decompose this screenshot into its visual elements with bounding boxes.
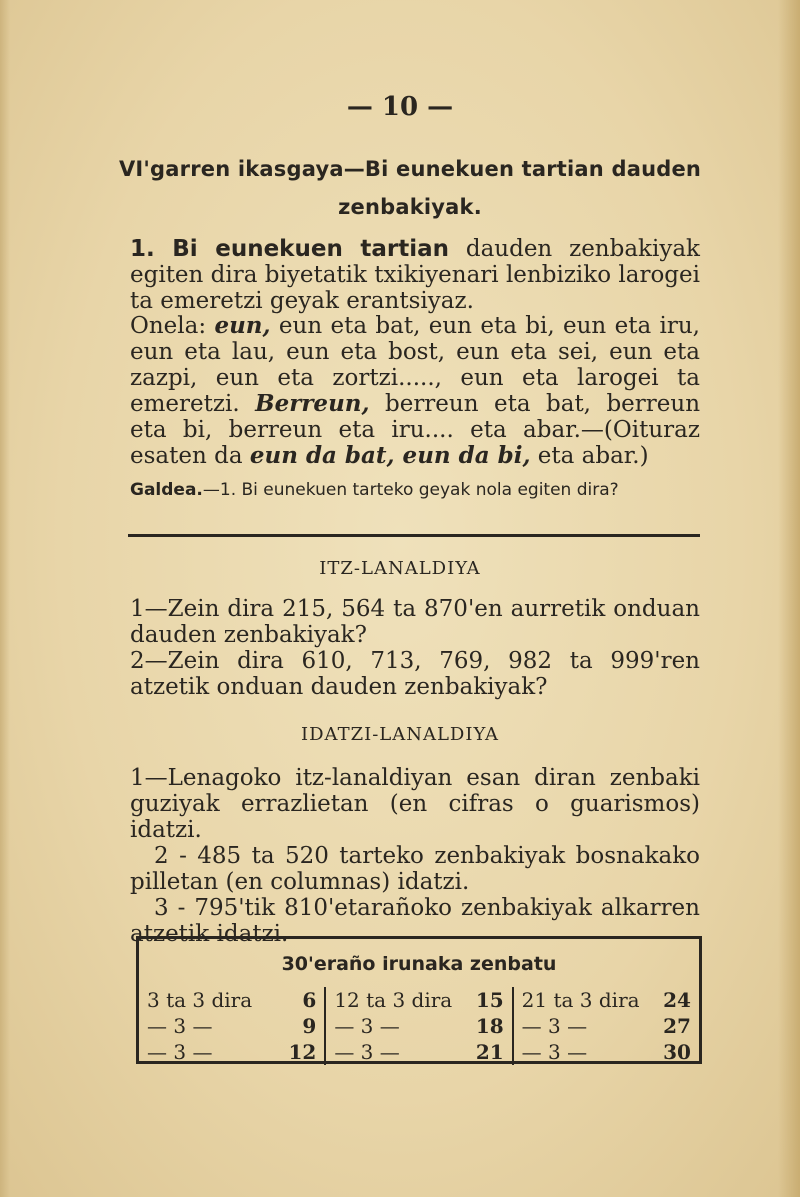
idatzi-exercise-2: 2 - 485 ta 520 tarteko zenbakiyak bosnakako pilletan (en columnas) idatzi. (130, 843, 700, 895)
row-label: 3 ta 3 dira (147, 988, 253, 1012)
row-label: 21 ta 3 dira (521, 988, 640, 1012)
question (130, 480, 710, 500)
examples-text2: berreun eta bat, berreun eta bi, berreun eta iru.... eta abar.—(Oituraz esaten da (130, 391, 701, 469)
section-divider (128, 534, 700, 537)
lesson-title-line1: VI'garren ikasgaya—Bi eunekuen tartian dauden (118, 157, 702, 181)
paragraph-examples (130, 313, 700, 469)
counting-column-2 (324, 987, 511, 1065)
page-edge-left (0, 0, 10, 1197)
page-edge-right (778, 0, 800, 1197)
row-value: 15 (475, 988, 504, 1012)
counting-row (334, 1013, 503, 1039)
row-label: — 3 — (147, 1014, 213, 1038)
question-label: Galdea. (130, 480, 203, 500)
row-label: — 3 — (521, 1040, 588, 1064)
counting-column-3 (512, 987, 699, 1065)
counting-row (522, 1039, 691, 1065)
itz-exercise-2: 2—Zein dira 610, 713, 769, 982 ta 999'ren atzetik onduan dauden zenbakiyak? (130, 648, 700, 700)
idatzi-exercise-3: 3 - 795'tik 810'etarañoko zenbakiyak alkarren atzetik idatzi. (130, 895, 700, 947)
counting-row (334, 1039, 503, 1065)
row-label: — 3 — (147, 1040, 213, 1064)
row-label: — 3 — (334, 1014, 400, 1038)
counting-row (522, 987, 691, 1013)
row-value: 21 (475, 1040, 504, 1064)
counting-row (334, 987, 503, 1013)
counting-row (147, 1039, 316, 1065)
row-label: 12 ta 3 dira (334, 988, 453, 1012)
page-number: — 10 — (346, 92, 454, 122)
paragraph-rule-text: dauden zenbakiyak egiten dira biyetatik txikiyenari lenbiziko larogei ta emeretzi geyak erantsiyaz. (130, 236, 700, 314)
examples-eun: eun, (214, 312, 271, 339)
counting-table (136, 936, 702, 1064)
heading-idatzi-lanaldiya: IDATZI-LANALDIYA (301, 724, 499, 745)
row-value: 6 (302, 988, 317, 1012)
counting-column-1 (139, 987, 324, 1065)
row-value: 9 (302, 1014, 317, 1038)
counting-row (522, 1013, 691, 1039)
heading-itz-lanaldiya: ITZ-LANALDIYA (319, 558, 481, 579)
paragraph-rule-lead: 1. Bi eunekuen tartian (130, 236, 449, 262)
itz-exercise-1: 1—Zein dira 215, 564 ta 870'en aurretik onduan dauden zenbakiyak? (130, 596, 700, 648)
counting-row (147, 987, 316, 1013)
itz-exercises (130, 596, 700, 700)
examples-italic2: eun da bat, eun da bi, (249, 442, 531, 469)
row-value: 27 (663, 1014, 691, 1038)
row-value: 24 (663, 988, 691, 1012)
lesson-title-line2: zenbakiyak. (338, 195, 482, 219)
paragraph-rule (130, 236, 700, 314)
row-value: 30 (663, 1040, 691, 1064)
row-value: 18 (475, 1014, 504, 1038)
row-label: — 3 — (521, 1014, 588, 1038)
row-value: 12 (288, 1040, 317, 1064)
counting-row (147, 1013, 316, 1039)
examples-text3: eta abar.) (530, 443, 649, 469)
lesson-title (110, 150, 710, 226)
counting-table-title: 30'eraño irunaka zenbatu (281, 953, 557, 975)
question-text: —1. Bi eunekuen tarteko geyak nola egiten dira? (202, 480, 619, 500)
row-label: — 3 — (334, 1040, 400, 1064)
examples-prefix: Onela: (130, 313, 215, 339)
idatzi-exercise-1: 1—Lenagoko itz-lanaldiyan esan diran zenbaki guziyak errazlietan (en cifras o guarismos) idatzi. (130, 765, 700, 843)
idatzi-exercises (130, 765, 700, 947)
examples-berreun: Berreun, (255, 390, 370, 417)
examples-text1: eun eta bat, eun eta bi, eun eta iru, eun eta lau, eun eta bost, eun eta sei, eun eta zazpi, eun eta zortzi....., eun eta larogei ta emeretzi. (130, 313, 700, 417)
